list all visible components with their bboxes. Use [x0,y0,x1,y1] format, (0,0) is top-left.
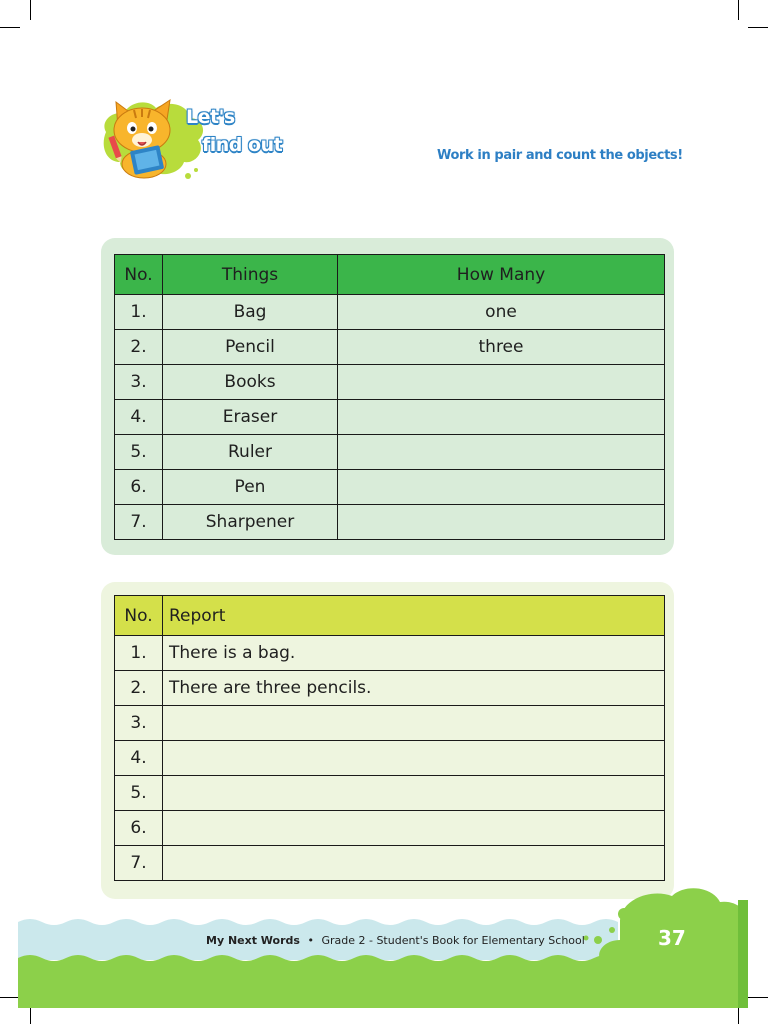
table-row [115,741,665,776]
row-number: 1. [115,295,163,330]
report-cell[interactable] [163,706,665,741]
header-no: No. [115,255,163,295]
header-how-many: How Many [338,255,665,295]
crop-mark [0,27,20,28]
row-number: 4. [115,400,163,435]
crop-mark [738,0,739,20]
instruction-text: Work in pair and count the objects! [437,148,683,163]
table-row [115,811,665,846]
report-table [114,595,665,881]
row-number: 6. [115,470,163,505]
how-many-cell[interactable] [338,470,665,505]
table-row [115,776,665,811]
crop-mark [748,27,768,28]
thing-cell: Pencil [163,330,338,365]
logo-title-line1: Let's [186,106,235,128]
table-row [115,330,665,365]
row-number: 7. [115,505,163,540]
report-cell[interactable] [163,846,665,881]
series-name: My Next Words [206,934,300,947]
table-row [115,636,665,671]
row-number: 7. [115,846,163,881]
thing-cell: Sharpener [163,505,338,540]
row-number: 4. [115,741,163,776]
row-number: 5. [115,776,163,811]
thing-cell: Ruler [163,435,338,470]
crop-mark [30,0,31,20]
row-number: 3. [115,706,163,741]
how-many-cell[interactable] [338,435,665,470]
lets-find-out-logo [98,92,298,184]
how-many-cell[interactable]: one [338,295,665,330]
row-number: 2. [115,330,163,365]
how-many-cell[interactable] [338,505,665,540]
report-cell[interactable] [163,776,665,811]
table-header-row [115,596,665,636]
table-row [115,671,665,706]
table-header-row [115,255,665,295]
thing-cell: Books [163,365,338,400]
table-row [115,295,665,330]
header-things: Things [163,255,338,295]
thing-cell: Pen [163,470,338,505]
counting-table [114,254,665,540]
book-subtitle: Grade 2 - Student's Book for Elementary School [321,934,585,947]
header-report: Report [163,596,665,636]
table-row [115,706,665,741]
table-row [115,846,665,881]
row-number: 1. [115,636,163,671]
row-number: 6. [115,811,163,846]
how-many-cell[interactable] [338,365,665,400]
table-row [115,505,665,540]
thing-cell: Bag [163,295,338,330]
how-many-cell[interactable]: three [338,330,665,365]
header-no: No. [115,596,163,636]
footer-bullet: • [307,934,314,947]
row-number: 5. [115,435,163,470]
page-number: 37 [658,926,686,950]
logo-title-line2: find out [202,134,283,156]
table-row [115,400,665,435]
footer-wave-decoration [0,880,768,1024]
report-cell[interactable]: There is a bag. [163,636,665,671]
report-cell[interactable]: There are three pencils. [163,671,665,706]
how-many-cell[interactable] [338,400,665,435]
thing-cell: Eraser [163,400,338,435]
row-number: 2. [115,671,163,706]
report-cell[interactable] [163,741,665,776]
row-number: 3. [115,365,163,400]
table-row [115,435,665,470]
report-cell[interactable] [163,811,665,846]
table-row [115,365,665,400]
table-row [115,470,665,505]
footer-text [206,934,585,947]
